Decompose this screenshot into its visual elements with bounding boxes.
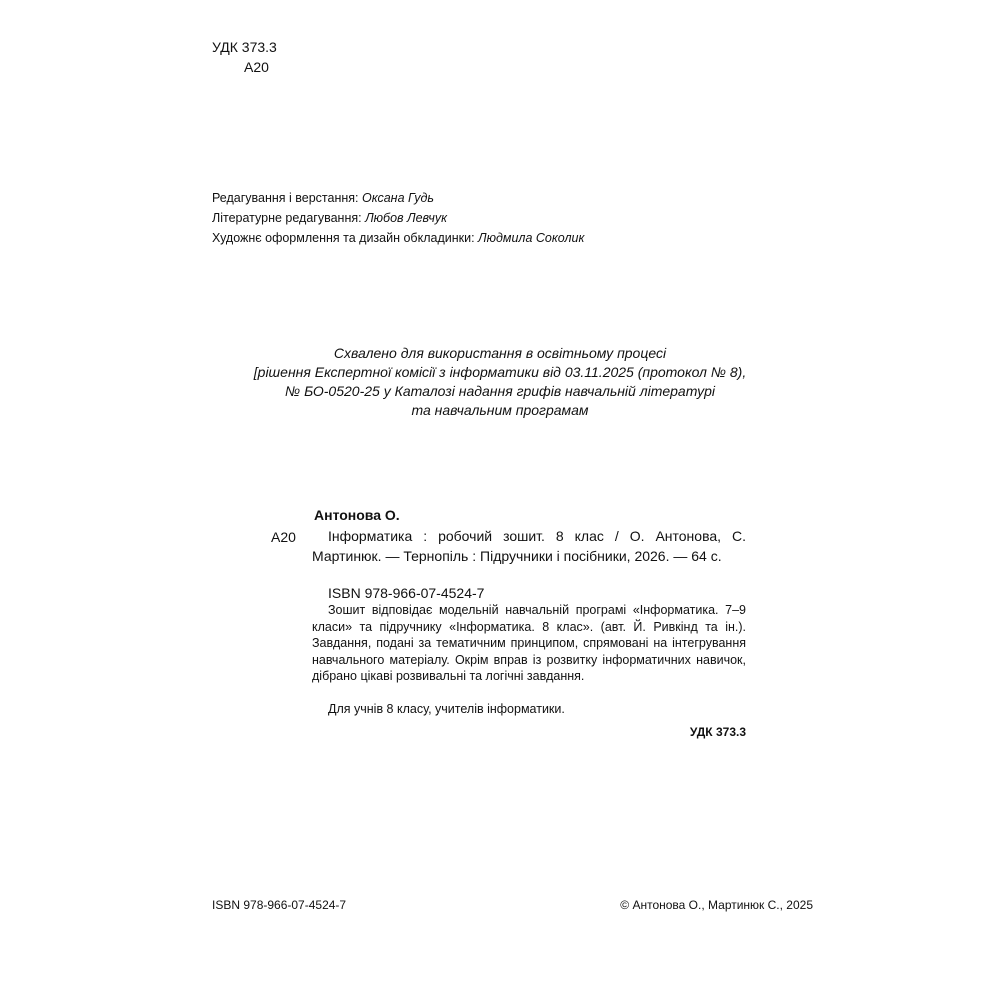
credit-person: Людмила Соколик [478, 231, 585, 245]
catalog-index: А20 [271, 529, 296, 545]
credits-block [212, 188, 584, 248]
credit-person: Оксана Гудь [362, 191, 434, 205]
catalog-annotation: Зошит відповідає модельній навчальній програмі «Інформатика. 7–9 класи» та підручнику «Інформатика. 8 клас». (авт. Й. Ривкінд та ін.). Завдання, подані за тематичним принципом, спрямовані на інтегрування навчального матеріалу. Окрім вправ із розвитку інформатичних навичок, дібрано цікаві розвивальні та логічні завдання. [312, 603, 746, 683]
credit-role: Художнє оформлення та дизайн обкладинки: [212, 231, 475, 245]
credit-line-design [212, 228, 584, 248]
credit-role: Редагування і верстання: [212, 191, 359, 205]
footer-isbn: ISBN 978-966-07-4524-7 [212, 898, 347, 912]
approval-line: та навчальним програмам [411, 402, 589, 418]
credit-person: Любов Левчук [365, 211, 447, 225]
library-index-top: А20 [244, 59, 269, 75]
approval-statement [220, 344, 780, 420]
catalog-udk: УДК 373.3 [689, 725, 746, 739]
footer-copyright: © Антонова О., Мартинюк С., 2025 [620, 898, 813, 912]
credit-role: Літературне редагування: [212, 211, 362, 225]
approval-line: [рішення Експертної комісії з інформатики від 03.11.2025 (протокол № 8), [253, 364, 747, 380]
approval-line: Схвалено для використання в освітньому процесі [333, 345, 667, 361]
catalog-audience: Для учнів 8 класу, учителів інформатики. [328, 702, 565, 716]
catalog-isbn: ISBN 978-966-07-4524-7 [328, 585, 485, 601]
catalog-description: Інформатика : робочий зошит. 8 клас / О. Антонова, С. Мартинюк. — Тернопіль : Підручники і посібники, 2026. — 64 с. [312, 528, 746, 564]
credit-line-editing [212, 188, 584, 208]
udk-code-top: УДК 373.3 [212, 39, 277, 55]
credit-line-literary [212, 208, 584, 228]
catalog-author: Антонова О. [314, 507, 400, 523]
approval-line: № БО-0520-25 у Каталозі надання грифів навчальній літературі [285, 383, 715, 399]
